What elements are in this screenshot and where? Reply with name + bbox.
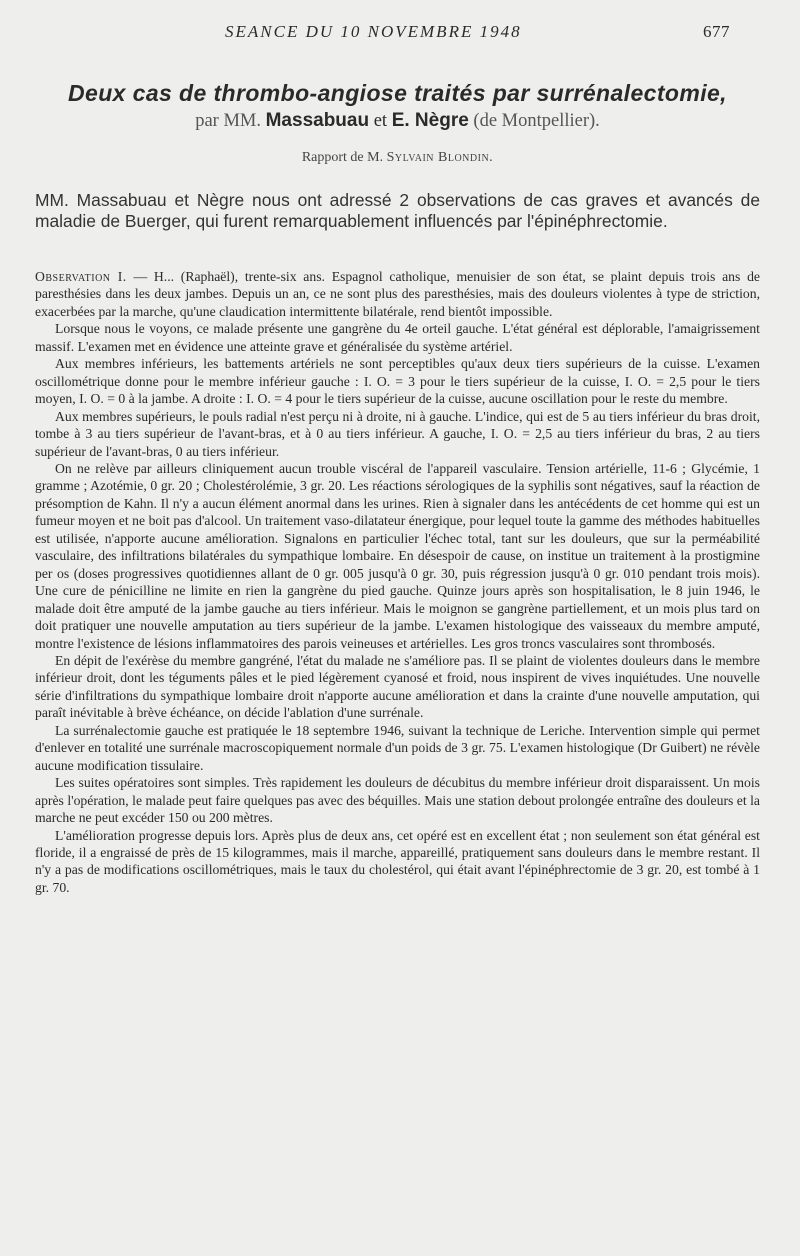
body-paragraph: Lorsque nous le voyons, ce malade présente une gangrène du 4e orteil gauche. L'état général est déplorable, l'amaigrissement massif. L'examen met en évidence une atteinte grave et généralisée du système artériel. xyxy=(35,321,760,354)
body-paragraph: L'amélioration progresse depuis lors. Après plus de deux ans, cet opéré est en excellent état ; non seulement son état général est floride, il a engraissé de près de 15 kilogrammes, mais il marche, appareillé, pratiquement sans douleurs dans le membre restant. Il n'y a pas de modifications oscillométriques, mais le taux du cholestérol, qui était avant l'épinéphrectomie de 3 gr. 20, est tombé à 1 gr. 70. xyxy=(35,827,760,895)
byline-prefix: par MM. xyxy=(195,111,261,131)
article-body xyxy=(35,268,760,896)
body-paragraph: Les suites opératoires sont simples. Très rapidement les douleurs de décubitus du membre inférieur droit disparaissent. Un mois après l'opération, le malade peut faire quelques pas avec des béquilles. Mais une station debout prolongée entraîne des douleurs et la marche ne peut excéder 150 ou 200 mètres. xyxy=(35,775,760,826)
rapporteur-name: Sylvain Blondin. xyxy=(386,150,494,165)
intro-paragraph: MM. Massabuau et Nègre nous ont adressé 2 observations de cas graves et avancés de maladie de Buerger, qui furent remarquablement influencés par l'épinéphrectomie. xyxy=(35,190,760,231)
author-name: Massabuau xyxy=(265,110,370,131)
author-affiliation: (de Montpellier). xyxy=(473,111,600,131)
body-paragraph: La surrénalectomie gauche est pratiquée le 18 septembre 1946, suivant la technique de Leriche. Intervention simple qui permet d'enlever en totalité une surrénale macroscopiquement normale d'un poids de 3 gr. 75. L'examen histologique (Dr Guibert) ne révèle aucune modification tissulaire. xyxy=(35,722,760,773)
observation-label: Observation I. xyxy=(35,269,127,284)
running-title: SEANCE DU 10 NOVEMBRE 1948 xyxy=(225,22,522,41)
body-paragraph xyxy=(35,268,760,320)
rapport-prefix: Rapport de M. xyxy=(301,150,384,165)
page-header xyxy=(0,20,800,46)
body-paragraph: En dépit de l'exérèse du membre gangréné, l'état du malade ne s'améliore pas. Il se plaint de violentes douleurs dans le membre inférieur droit, dont les téguments pâles et le pied légèrement cyanosé et froid, nous inspirent de vives inquiétudes. Une nouvelle série d'infiltrations du sympathique lombaire droit n'apporte aucune amélioration et dans la crainte d'une nouvelle amputation, qui paraît inévitable à brève échéance, on décide l'ablation d'une surrénale. xyxy=(35,652,760,721)
rapport-line xyxy=(30,150,765,166)
byline-conjunction: et xyxy=(373,111,388,131)
article-title: Deux cas de thrombo-angiose traités par surrénalectomie, xyxy=(68,80,727,106)
page-number: 677 xyxy=(703,22,730,41)
paragraph-text: — H... (Raphaël), trente-six ans. Espagnol catholique, menuisier de son état, se plaint depuis trois ans de paresthésies dans les deux jambes. Depuis un an, ce ne sont plus des paresthésies, mais des douleurs violentes à type de striction, exacerbées par la marche, qu'une claudication intermittente bilatérale, rend bientôt impossible. xyxy=(35,269,760,319)
author-name: E. Nègre xyxy=(391,110,469,131)
body-paragraph: On ne relève par ailleurs cliniquement aucun trouble viscéral de l'appareil vasculaire. Tension artérielle, 11-6 ; Glycémie, 1 gramme ; Azotémie, 0 gr. 20 ; Cholestérolémie, 3 gr. 20. Les réactions sérologiques de la syphilis sont négatives, sauf la réaction de présomption de Kahn. Il n'y a aucun élément anormal dans les urines. Rien à signaler dans les antécédents de cet homme qui est un fumeur moyen et ne boit pas d'alcool. Un traitement vaso-dilatateur énergique, pour lequel toute la gamme des méthodes habituelles est utilisée, n'apporte aucune amélioration. Signalons en particulier l'échec total, tant sur les douleurs, que sur la perméabilité vasculaire, des infiltrations bilatérales du sympathique lombaire. En désespoir de cause, on institue un traitement à la prostigmine per os (doses progressives quotidiennes allant de 0 gr. 005 jusqu'à 0 gr. 30, puis régression jusqu'à 0 gr. 010 pendant trois mois). Une cure de pénicilline ne limite en rien la gangrène du pied gauche. Quinze jours après son hospitalisation, le 8 juin 1946, le malade doit être amputé de la jambe gauche au tiers inférieur. Mais le moignon se gangrène partiellement, et un mois plus tard on doit pratiquer une nouvelle amputation au tiers supérieur de la jambe. L'examen histologique des vaisseaux du membre amputé, montre l'existence de lésions inflammatoires des parois veineuses et artérielles. Les gros troncs vasculaires sont thrombosés. xyxy=(35,460,760,651)
article-byline xyxy=(30,110,765,132)
body-paragraph: Aux membres supérieurs, le pouls radial n'est perçu ni à droite, ni à gauche. L'indice, qui est de 5 au tiers inférieur du bras droit, tombe à 3 au tiers supérieur de l'avant-bras, et à 0 au tiers inférieur. A gauche, I. O. = 2,5 au tiers inférieur du bras, 2 au tiers supérieur de l'avant-bras, 0 au tiers inférieur. xyxy=(35,408,760,459)
body-paragraph: Aux membres inférieurs, les battements artériels ne sont perceptibles qu'aux deux tiers supérieurs de la cuisse. L'examen oscillométrique donne pour le membre inférieur gauche : I. O. = 3 pour le tiers supérieur de la cuisse, I. O. = 2,5 pour le tiers moyen, I. O. = 0 à la jambe. A droite : I. O. = 4 pour le tiers supérieur de la cuisse, aucune oscillation pour le reste du membre. xyxy=(35,356,760,407)
